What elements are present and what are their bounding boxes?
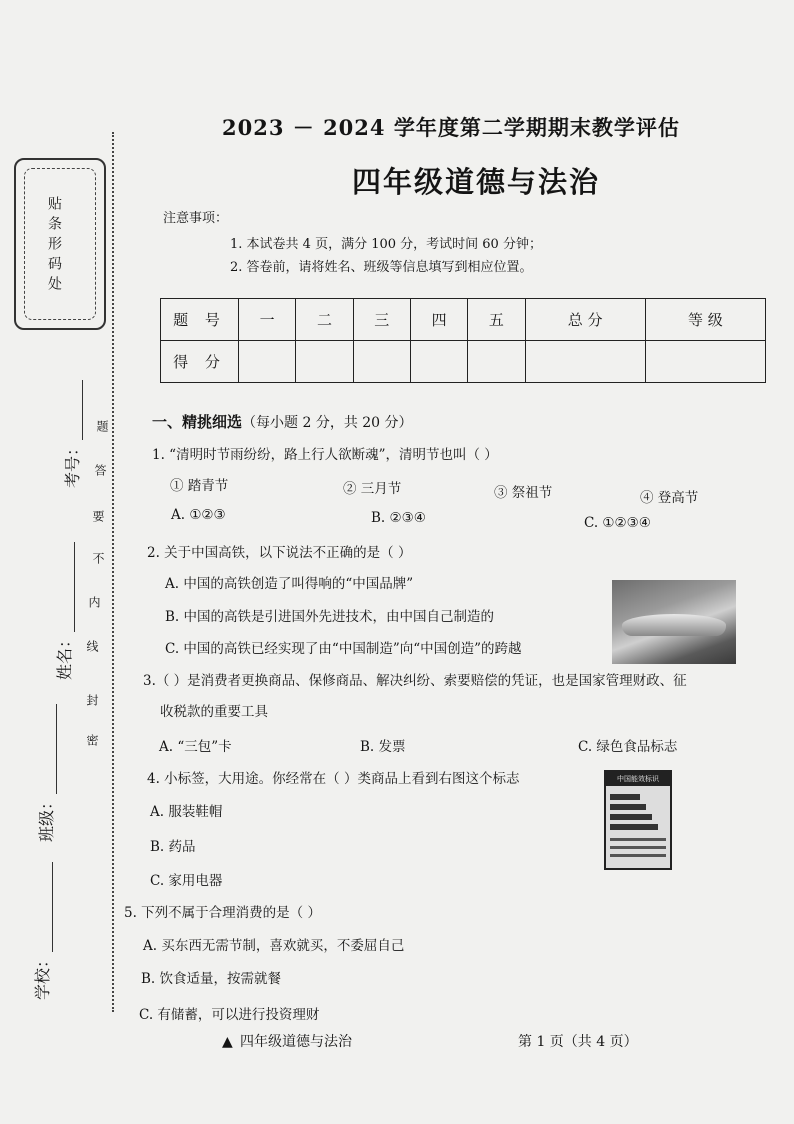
energy-label-image: [604, 770, 672, 870]
score-table-header-row: [161, 299, 766, 341]
section-title-text: 一、精挑细选: [152, 413, 243, 431]
school-blank[interactable]: [52, 862, 53, 952]
seal-char: 要: [91, 510, 105, 522]
seal-line: [112, 132, 114, 1012]
score-cell[interactable]: [525, 341, 645, 383]
score-table-header-cell: 四: [410, 299, 467, 341]
exam-number-blank[interactable]: [82, 380, 83, 440]
warning-triangle-icon: ▲: [222, 1034, 233, 1050]
energy-info-line: [610, 846, 666, 849]
seal-char: 封: [85, 694, 99, 706]
q4-option-c[interactable]: C. 家用电器: [150, 873, 223, 889]
energy-bar: [610, 824, 658, 830]
seal-char: 不: [91, 552, 105, 564]
energy-info-line: [610, 854, 666, 857]
name-field[interactable]: [52, 542, 75, 680]
seal-char: 答: [93, 464, 107, 476]
score-cell[interactable]: [645, 341, 765, 383]
school-label: 学校：: [33, 951, 52, 1000]
question-3-stem-continued: 收税款的重要工具: [160, 704, 268, 720]
footer-page-number: 第 1 页（共 4 页）: [518, 1034, 638, 1050]
q2-option-b[interactable]: B. 中国的高铁是引进国外先进技术，由中国自己制造的: [165, 609, 495, 625]
name-label: 姓名：: [55, 631, 74, 680]
notice-label: 注意事项：: [163, 211, 229, 226]
score-table-header-cell: 二: [296, 299, 353, 341]
score-table-header-cell: 总 分: [525, 299, 645, 341]
q2-option-c[interactable]: C. 中国的高铁已经实现了由“中国制造”向“中国创造”的跨越: [165, 641, 522, 657]
sticker-label: 贴条形码处: [46, 196, 62, 296]
q3-option-a[interactable]: A. “三包”卡: [159, 739, 232, 755]
seal-char: 题: [95, 420, 109, 432]
q3-option-c[interactable]: C. 绿色食品标志: [578, 739, 678, 755]
score-table-header-cell: 题 号: [161, 299, 239, 341]
exam-number-field[interactable]: [60, 380, 83, 488]
score-cell[interactable]: [468, 341, 525, 383]
score-table-score-row: [161, 341, 766, 383]
score-row-label: 得 分: [161, 341, 239, 383]
notice-item: 2. 答卷前，请将姓名、班级等信息填写到相应位置。: [230, 260, 533, 275]
q1-option-a[interactable]: A. ①②③: [171, 507, 226, 523]
score-table-header-cell: 三: [353, 299, 410, 341]
name-blank[interactable]: [74, 542, 75, 632]
q4-option-b[interactable]: B. 药品: [150, 839, 196, 855]
score-cell[interactable]: [296, 341, 353, 383]
energy-label-header: 中国能效标识: [606, 772, 670, 786]
question-2-stem: 2. 关于中国高铁，以下说法不正确的是（ ）: [147, 545, 412, 561]
seal-char: 密: [85, 734, 99, 746]
score-table-header-cell: 五: [468, 299, 525, 341]
seal-char: 内: [87, 596, 101, 608]
class-label: 班级：: [37, 793, 56, 842]
score-table-header-cell: 等 级: [645, 299, 765, 341]
section-score-note: （每小题 2 分，共 20 分）: [242, 415, 413, 431]
q1-item: ② 三月节: [343, 481, 402, 497]
notice-item: 1. 本试卷共 4 页，满分 100 分，考试时间 60 分钟；: [230, 237, 542, 252]
class-blank[interactable]: [56, 704, 57, 794]
question-5-stem: 5. 下列不属于合理消费的是（ ）: [124, 905, 321, 921]
section-title: [152, 411, 413, 432]
score-table-header-cell: 一: [239, 299, 296, 341]
q5-option-b[interactable]: B. 饮食适量，按需就餐: [141, 971, 282, 987]
q1-item: ① 踏青节: [170, 478, 229, 494]
energy-bar: [610, 794, 640, 800]
seal-char: 线: [85, 640, 99, 652]
q1-item: ③ 祭祖节: [494, 485, 553, 501]
q5-option-a[interactable]: A. 买东西无需节制，喜欢就买，不委屈自己: [143, 938, 405, 954]
question-3-stem: 3.（ ）是消费者更换商品、保修商品、解决纠纷、索要赔偿的凭证，也是国家管理财政、征: [143, 673, 687, 689]
score-cell[interactable]: [353, 341, 410, 383]
q1-item: ④ 登高节: [640, 490, 699, 506]
footer-subject: 四年级道德与法治: [240, 1034, 352, 1050]
high-speed-train-photo: [612, 580, 736, 664]
q2-option-a[interactable]: A. 中国的高铁创造了叫得响的“中国品牌”: [165, 576, 414, 592]
train-nose: [622, 614, 726, 636]
score-table: [160, 298, 766, 383]
exam-header-title: 2023 － 2024 学年度第二学期期末教学评估: [222, 115, 680, 140]
q3-option-b[interactable]: B. 发票: [360, 739, 406, 755]
energy-bar: [610, 814, 652, 820]
exam-number-label: 考号：: [63, 439, 82, 488]
q4-option-a[interactable]: A. 服装鞋帽: [150, 804, 223, 820]
subject-title: 四年级道德与法治: [352, 165, 601, 199]
barcode-sticker-area: [14, 158, 106, 330]
q5-option-c[interactable]: C. 有储蓄，可以进行投资理财: [139, 1007, 320, 1023]
question-1-stem: 1. “清明时节雨纷纷，路上行人欲断魂”，清明节也叫（ ）: [152, 447, 498, 463]
question-4-stem: 4. 小标签，大用途。你经常在（ ）类商品上看到右图这个标志: [147, 771, 520, 787]
score-cell[interactable]: [410, 341, 467, 383]
q1-option-b[interactable]: B. ②③④: [371, 510, 426, 526]
school-field[interactable]: [30, 862, 53, 1000]
q1-option-c[interactable]: C. ①②③④: [584, 515, 651, 531]
score-cell[interactable]: [239, 341, 296, 383]
class-field[interactable]: [34, 704, 57, 842]
energy-bar: [610, 804, 646, 810]
energy-info-line: [610, 838, 666, 841]
